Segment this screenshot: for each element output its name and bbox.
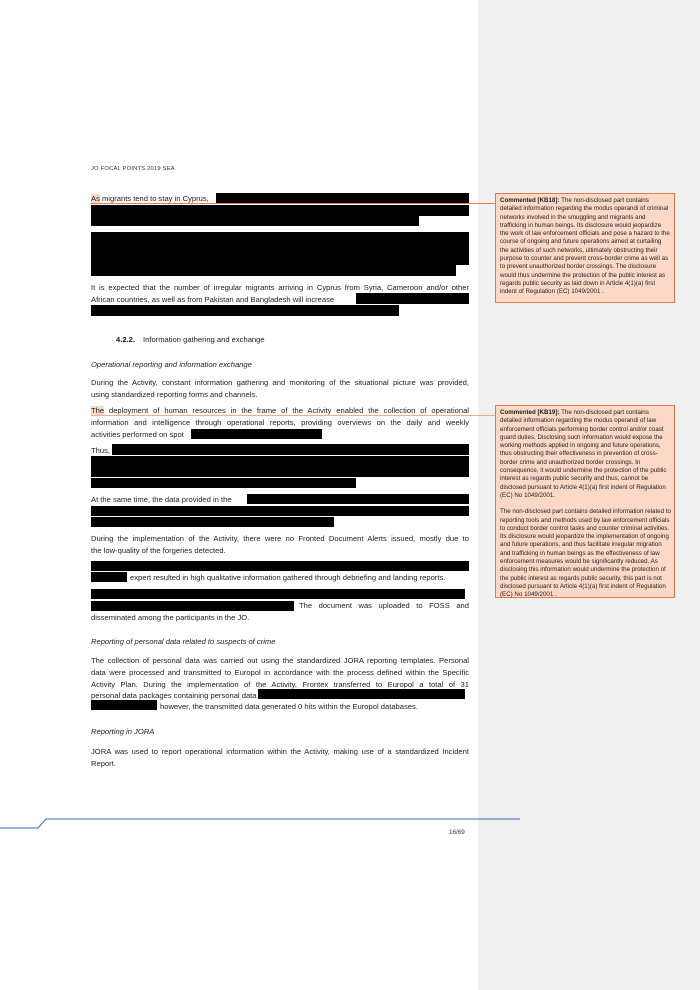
paragraph-10-line-1: The collection of personal data was carried out using the standardized JORA reporting templates. Personal <box>91 656 469 665</box>
redaction-block <box>91 232 469 265</box>
comment-text: The non-disclosed part contains detailed information regarding the modus operandi of criminal networks involved in the smuggling and migrants and trafficking in human beings. Its disclosure would jeopardize the work of law enforcement officials and pose a hazard to the course of ongoing and future operations aimed at curtailing the activities of such networks, ultimately obstructing their purpose to counter and prevent cross-border crime as well as to prevent unauthorized border crossings. The disclosure would thus undermine the protection of the public interest as regards public security as laid down in Article 4(1)(a) first indent of Regulation (EC) 1049/2001 . <box>500 197 670 296</box>
page-number: 16/69 <box>449 829 465 836</box>
paragraph-11-line-2: Report. <box>91 759 116 768</box>
running-header: JO FOCAL POINTS 2019 SEA <box>91 166 175 172</box>
redaction-block <box>91 456 469 477</box>
section-title: Information gathering and exchange <box>143 335 265 344</box>
redaction-block <box>91 305 399 316</box>
section-heading <box>116 335 265 344</box>
comment-kb19[interactable] <box>495 405 675 598</box>
redaction-block <box>91 561 469 571</box>
comment-text: The non-disclosed part contains detailed information regarding the modus operandi of law enforcement officials performing border control and/or coast guard duties. Disclosing such information would expose the working methods applied in ongoing and future operations, thus obstructing their effectiveness in prevention of cross-border crime and unauthorized border crossings. In consequence, it would undermine the protection of the public interest as regards public security and thus, cannot be disclosed pursuant to Article 4(1)(a) first indent of Regulation (EC) No 1049/2001. <box>500 409 667 499</box>
p1-text: migrants tend to stay in Cyprus, <box>99 194 209 203</box>
comment-text-2: The non-disclosed part contains detailed information related to reporting tools and methods used by law enforcement officials to conduct border control tasks and counter criminal activities. Its disclosure would jeopardize the implementation of ongoing and future operations, and thus facilitate irregular migration and trafficking in human beings as the effectiveness of law enforcement measures would be significantly reduced. As disclosing this information would undermine the protection of the public interest as regards public security, this part is not disclosed pursuant to Article 4(1)(a) first indent of Regulation (EC) No 1049/2001 . <box>500 508 671 599</box>
paragraph-3-line-2: using standardized reporting forms and channels. <box>91 390 258 399</box>
paragraph-3-line-1: During the Activity, constant information gathering and monitoring of the situational picture was provided, <box>91 378 469 387</box>
redaction-block <box>91 601 294 611</box>
redaction-block <box>112 444 469 455</box>
subheading-personal-data: Reporting of personal data related to suspects of crime <box>91 637 276 646</box>
redaction-block <box>258 689 465 699</box>
paragraph-7-line-1: During the implementation of the Activity, there were no Fronted Document Alerts issued, mostly due to <box>91 534 469 543</box>
redaction-block <box>91 205 469 216</box>
redaction-block <box>91 572 127 582</box>
comment-connector-kb18 <box>91 203 495 204</box>
paragraph-11-line-1: JORA was used to report operational information within the Activity, making use of a standardized Incident <box>91 747 469 756</box>
comment-connector-kb19 <box>91 415 495 416</box>
redaction-block <box>91 478 356 488</box>
paragraph-10-line-2: data were processed and transmitted to Europol in accordance with the process defined within the Specific <box>91 668 469 677</box>
comment-ref: Commented [KB19]: <box>500 409 560 416</box>
comment-kb18[interactable] <box>495 193 675 303</box>
comment-anchor-kb18[interactable]: As <box>91 194 100 203</box>
paragraph-4-line-3: activities performed on spot <box>91 430 184 439</box>
redaction-block <box>91 517 334 527</box>
paragraph-2-line-1: It is expected that the number of irregular migrants arriving in Cyprus from Syria, Cameroon and/or other <box>91 283 469 292</box>
comment-anchor-kb19[interactable]: The <box>91 406 105 415</box>
paragraph-6: At the same time, the data provided in the <box>91 495 232 504</box>
redaction-block <box>91 265 456 276</box>
paragraph-2-line-2: African countries, as well as from Pakistan and Bangladesh will increase <box>91 295 335 304</box>
paragraph-10-line-5: however, the transmitted data generated 0 hits within the Europol databases. <box>160 702 418 711</box>
redaction-block <box>247 494 469 504</box>
paragraph-10-line-4: personal data packages containing personal data <box>91 691 257 700</box>
redaction-block <box>356 293 469 304</box>
redaction-block <box>91 700 157 710</box>
redaction-block <box>91 589 465 599</box>
redaction-block <box>91 216 419 226</box>
paragraph-4-line-1: The deployment of human resources in the frame of the Activity enabled the collection of operational <box>91 406 469 415</box>
comment-ref: Commented [KB18]: <box>500 197 560 204</box>
paragraph-9-line-2: disseminated among the participants in the JO. <box>91 613 250 622</box>
paragraph-10-line-3: Activity Plan. During the implementation of the Activity, Frontex transferred to Europol a total of 31 <box>91 680 469 689</box>
redaction-block <box>191 429 322 439</box>
subheading-operational-reporting: Operational reporting and information exchange <box>91 360 252 369</box>
paragraph-8: expert resulted in high qualitative information gathered through debriefing and landing reports. <box>130 573 446 582</box>
footer-rule <box>0 815 520 829</box>
paragraph-7-line-2: the low-quality of the forgeries detected. <box>91 546 226 555</box>
paragraph-5: Thus, <box>91 446 110 455</box>
redaction-block <box>91 506 469 516</box>
subheading-jora: Reporting in JORA <box>91 727 155 736</box>
section-number: 4.2.2. <box>116 335 135 344</box>
paragraph-9-line-1: The document was uploaded to FOSS and <box>299 601 469 610</box>
paragraph-4-line-2: information and intelligence through operational reports, providing overviews on the daily and weekly <box>91 418 469 427</box>
